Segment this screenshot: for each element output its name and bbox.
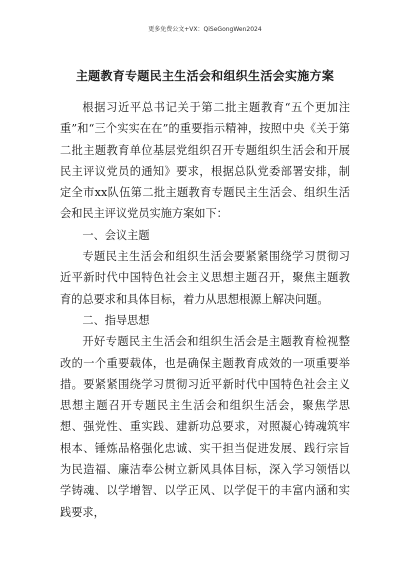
section-heading-guiding-ideology: 二、指导思想: [82, 313, 150, 327]
section-paragraph-guiding-ideology: 开好专题民主生活会和组织生活会是主题教育检视整改的一个重要载体，也是确保主题教育成效的一项重要举措。要紧紧围绕学习贯彻习近平新时代中国特色社会主义思想主题召开专题民主生活会和组织生活会，聚焦学思想、强党性、重实践、建新功总要求，对照凝心铸魂筑牢根本、锤炼品格强化忠诚、实干担当促进发展、践行宗旨为民造福、廉洁奉公树立新风具体目标，深入学习领悟以学铸魂、以学增智、以学正风、以学促干的丰富内涵和实践要求，: [60, 335, 350, 519]
section-paragraph-meeting-theme: 专题民主生活会和组织生活会要紧紧围绕学习贯彻习近平新时代中国特色社会主义思想主题召开，聚焦主题教育的总要求和具体目标，着力从思想根源上解决问题。: [60, 250, 350, 306]
document-body: [60, 97, 350, 523]
intro-paragraph: 根据习近平总书记关于第二批主题教育“五个更加注重”和“三个实实在在”的重要指示精神，按照中央《关于第二批主题教育单位基层党组织召开专题组织生活会和开展民主评议党员的通知》要求，根据总队党委部署安排，制定全市xx队伍第二批主题教育专题民主生活会、组织生活会和民主评议党员实施方案如下：: [60, 101, 350, 221]
section-heading-meeting-theme: 一、会议主题: [82, 228, 150, 242]
header-note: 更多免费公文+VX：QiSeGongWen2024: [148, 26, 262, 33]
document-title: 主题教育专题民主生活会和组织生活会实施方案: [75, 69, 335, 83]
